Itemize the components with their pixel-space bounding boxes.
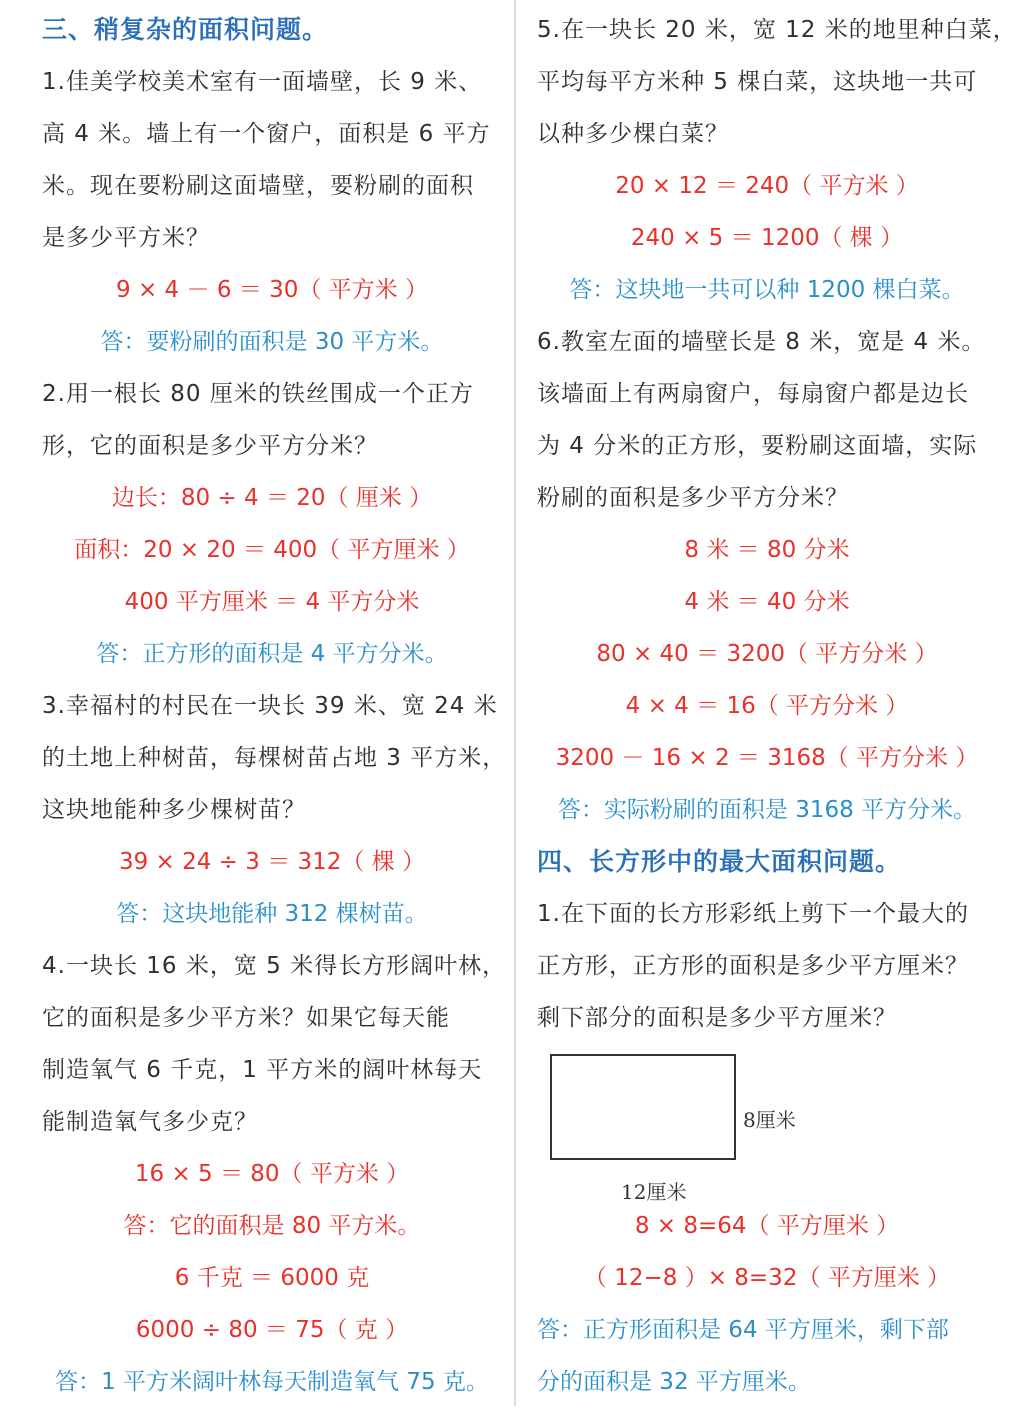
problem-2 [42,368,502,680]
width-label: 12厘米 [621,1180,687,1204]
question-line: 制造氧气 6 千克，1 平方米的阔叶林每天 [42,1057,483,1083]
question-line: 为 4 分米的正方形，要粉刷这面墙，实际 [537,433,978,459]
right-column [537,4,1017,1408]
calculation-line: （ 12−8 ）× 8=32（ 平方厘米 ） [583,1265,951,1291]
calculation-line: 4 米 ＝ 40 分米 [684,589,850,615]
rectangle-figure [537,1044,997,1204]
calculation-line: 240 × 5 ＝ 1200（ 棵 ） [630,225,904,251]
calculation-line: 3200 － 16 × 2 ＝ 3168（ 平方分米 ） [555,745,979,771]
question-line: 4.一块长 16 米，宽 5 米得长方形阔叶林， [42,953,507,979]
question-line: 能制造氧气多少克？ [42,1109,258,1135]
calculation-line: 6000 ÷ 80 ＝ 75（ 克 ） [135,1317,409,1343]
answer-line: 答：实际粉刷的面积是 3168 平方分米。 [557,797,977,823]
question-line: 的土地上种树苗，每棵树苗占地 3 平方米， [42,745,507,771]
question-line: 这块地能种多少棵树苗？ [42,797,306,823]
question-line: 1.在下面的长方形彩纸上剪下一个最大的 [537,901,969,927]
section-heading-3: 三、稍复杂的面积问题。 [42,15,329,44]
calculation-line: 6 千克 ＝ 6000 克 [174,1265,370,1291]
question-line: 是多少平方米？ [42,225,210,251]
question-line: 2.用一根长 80 厘米的铁丝围成一个正方 [42,381,474,407]
question-line: 5.在一块长 20 米，宽 12 米的地里种白菜， [537,17,1017,43]
problem-1 [42,56,502,368]
problem-3 [42,680,507,940]
question-line: 米。现在要粉刷这面墙壁，要粉刷的面积 [42,173,474,199]
problem-6 [537,316,997,836]
calculation-line: 9 × 4 － 6 ＝ 30（ 平方米 ） [116,277,428,303]
calculation-line: 面积：20 × 20 ＝ 400（ 平方厘米 ） [74,537,470,563]
question-line: 粉刷的面积是多少平方分米？ [537,485,849,511]
column-divider [514,0,516,1406]
answer-line: 答：要粉刷的面积是 30 平方米。 [100,329,444,355]
question-line: 剩下部分的面积是多少平方厘米？ [537,1005,897,1031]
answer-line: 答：这块地一共可以种 1200 棵白菜。 [569,277,965,303]
question-line: 1.佳美学校美术室有一面墙壁，长 9 米、 [42,69,483,95]
calculation-line: 8 米 ＝ 80 分米 [684,537,850,563]
answer-line: 答：正方形面积是 64 平方厘米，剩下部 [537,1317,949,1343]
section-heading-4: 四、长方形中的最大面积问题。 [537,847,902,876]
question-line: 6.教室左面的墙壁长是 8 米，宽是 4 米。 [537,329,986,355]
answer-line: 答：1 平方米阔叶林每天制造氧气 75 克。 [55,1369,489,1395]
problem-7 [537,888,997,1408]
answer-line: 答：这块地能种 312 棵树苗。 [116,901,428,927]
problem-4 [42,940,507,1408]
calculation-line: 39 × 24 ÷ 3 ＝ 312（ 棵 ） [118,849,426,875]
question-line: 3.幸福村的村民在一块长 39 米、宽 24 米 [42,693,498,719]
question-line: 它的面积是多少平方米？如果它每天能 [42,1005,450,1031]
calculation-line: 400 平方厘米 ＝ 4 平方分米 [124,589,420,615]
question-line: 形，它的面积是多少平方分米？ [42,433,378,459]
left-column [42,4,507,1408]
question-line: 该墙面上有两扇窗户，每扇窗户都是边长 [537,381,969,407]
calculation-line: 边长：80 ÷ 4 ＝ 20（ 厘米 ） [111,485,433,511]
calculation-line: 4 × 4 ＝ 16（ 平方分米 ） [625,693,909,719]
calculation-line: 8 × 8=64（ 平方厘米 ） [634,1213,900,1239]
calculation-line: 20 × 12 ＝ 240（ 平方米 ） [615,173,919,199]
question-line: 以种多少棵白菜？ [537,121,729,147]
calculation-line: 80 × 40 ＝ 3200（ 平方分米 ） [596,641,938,667]
height-label: 8厘米 [743,1108,796,1132]
calculation-line: 答：它的面积是 80 平方米。 [123,1213,421,1239]
answer-line: 答：正方形的面积是 4 平方分米。 [96,641,448,667]
question-line: 正方形，正方形的面积是多少平方厘米？ [537,953,969,979]
question-line: 平均每平方米种 5 棵白菜，这块地一共可 [537,69,978,95]
question-line: 高 4 米。墙上有一个窗户，面积是 6 平方 [42,121,491,147]
rectangle-shape [550,1054,736,1160]
answer-line: 分的面积是 32 平方厘米。 [537,1369,811,1395]
problem-5 [537,4,1017,316]
calculation-line: 16 × 5 ＝ 80（ 平方米 ） [134,1161,410,1187]
